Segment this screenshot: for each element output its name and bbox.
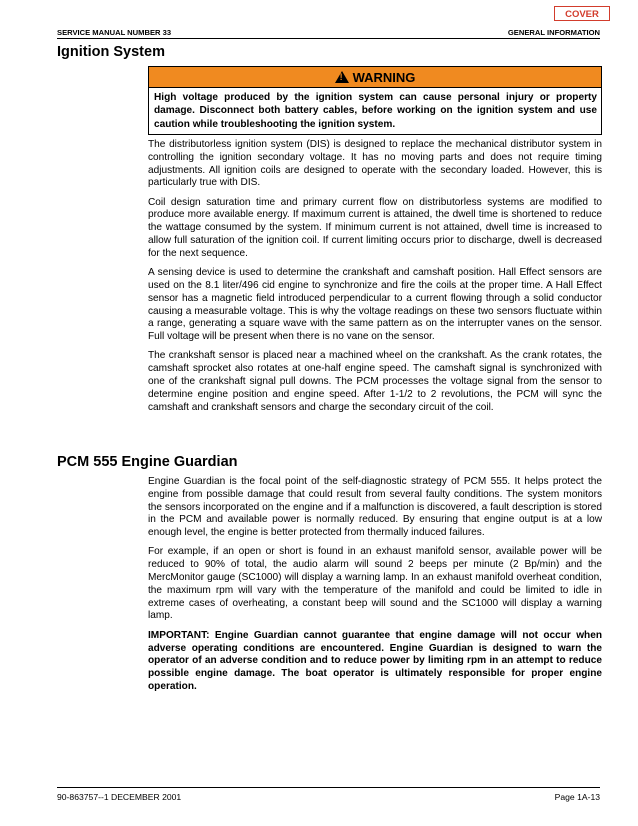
- cover-button[interactable]: COVER: [554, 6, 610, 21]
- warning-header: [149, 67, 601, 88]
- warning-text: High voltage produced by the ignition system can cause personal injury or property damage. Disconnect both battery cables, before working on the ignition system and use caution while troubleshooting the ignition system.: [154, 92, 597, 130]
- paragraph: A sensing device is used to determine the crankshaft and camshaft position. Hall Effect sensors are used on the 8.1 liter/496 cid engine to synchronize and fire the coils at the proper time. A Hall Effect sensor has a magnetic field introduced perpendicular to a current flowing through a solid conductor causing a measurable voltage. This is why the voltage readings on these two sensors fluctuate within a range, generating a square wave with the same pattern as on the interrupter vanes on the sensor. Full voltage will be present when there is no vane on the sensor.: [148, 267, 602, 343]
- engine-guardian-body: [148, 476, 602, 700]
- header-rule: [57, 38, 600, 39]
- paragraph: The crankshaft sensor is placed near a machined wheel on the crankshaft. As the crank rotates, the camshaft sprocket also rotates at one-half engine speed. The camshaft signal is synchronized with one of the crankshaft signal pull downs. The PCM processes the voltage signal from the sensor to determine engine position and engine speed. After 1-1/2 to 2 revolutions, the PCM will sync the camshaft and crankshaft sensors and charge the secondary circuit of the coil.: [148, 350, 602, 413]
- ignition-body: [148, 139, 602, 421]
- warning-label: WARNING: [352, 69, 416, 85]
- warning-triangle-icon: !: [335, 71, 349, 83]
- footer-rule: [57, 787, 600, 788]
- paragraph: The distributorless ignition system (DIS) is designed to replace the mechanical distributor system in controlling the ignition secondary voltage. It has no moving parts and does not require timing adjustments. All ignition coils are designed to operate with the secondary loaded. However, this is particularly true with DIS.: [148, 139, 602, 189]
- section-title-ignition: Ignition System: [57, 44, 165, 60]
- header-section: GENERAL INFORMATION: [507, 28, 600, 37]
- header-manual-number: SERVICE MANUAL NUMBER 33: [57, 28, 172, 37]
- footer-page-number: Page 1A-13: [554, 792, 600, 802]
- paragraph: For example, if an open or short is found in an exhaust manifold sensor, available power will be reduced to 90% of total, the audio alarm will sound 2 beeps per minute (2 Bp/min) and the MercMonitor gauge (SC1000) will display a warning lamp. In an exhaust manifold overheat condition, the maximum rpm will vary with the temperature of the manifold and could be limited to idle in extreme cases of overheating, a constant beep will sound and the SC1000 will display a warning lamp.: [148, 546, 602, 622]
- important-note: IMPORTANT: Engine Guardian cannot guarantee that engine damage will not occur when adverse operating conditions are encountered. Engine Guardian is designed to warn the operator of an adverse condition and to reduce power by limiting rpm in an attempt to reduce possible engine damage. The boat operator is ultimately responsible for proper engine operation.: [148, 629, 602, 692]
- paragraph: Engine Guardian is the focal point of the self-diagnostic strategy of PCM 555. It helps protect the engine from possible damage that could result from several faulty conditions. The system monitors the sensors incorporated on the engine and if a malfunction is discovered, a fault description is stored in the PCM and available power is normally reduced. By ensuring that engine output is at a low enough level, the engine is better protected from thermally induced failures.: [148, 476, 602, 539]
- paragraph: Coil design saturation time and primary current flow on distributorless systems are modified to produce more available energy. If maximum current is attained, the dwell time is shortened to reduce the wattage consumed by the system. If minimum current is not attained, dwell time is increased to allow full saturation of the ignition coil. If current limiting occurs prior to discharge, dwell is decreased for the next sequence.: [148, 196, 602, 259]
- footer-doc-date: 90-863757--1 DECEMBER 2001: [57, 792, 182, 802]
- warning-box: [148, 66, 602, 135]
- section-title-engine-guardian: PCM 555 Engine Guardian: [57, 454, 238, 470]
